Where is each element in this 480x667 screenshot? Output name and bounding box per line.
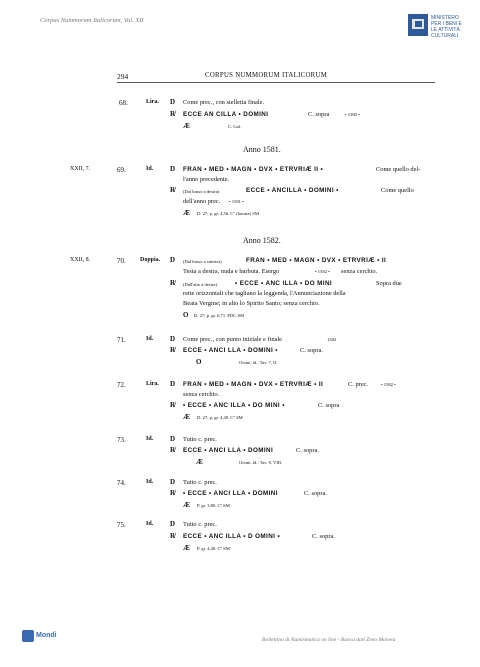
reverse-legend: ECCE • ANCILLA • DOMINI • xyxy=(246,187,339,194)
obverse-mark: D xyxy=(170,98,176,106)
reverse-note: C. sopra xyxy=(318,402,340,409)
year-heading: Anno 1581. xyxy=(243,145,281,154)
obverse-cont: l'anno precedente. xyxy=(183,176,230,183)
reverse-mark: R̸ xyxy=(170,532,176,540)
reverse-note: C. sopra. xyxy=(300,347,323,354)
obverse-mark: D xyxy=(170,380,176,388)
reverse-mark: R̸ xyxy=(170,489,176,497)
metal-mark: Æ xyxy=(183,501,190,509)
reverse-legend: ECCE • ANC ILLA • D OMINI • xyxy=(183,533,281,540)
mondi-logo-icon xyxy=(22,630,34,642)
metal-mark: Æ xyxy=(183,122,190,130)
entry-denomination: Id. xyxy=(146,336,154,342)
entry-meta: C. Gal. xyxy=(228,124,242,129)
reverse-description: Beata Vergine; in alto lo Spirito Santo; senza cerchio. xyxy=(183,300,320,307)
entry-meta: D. 27; p. gr. 4,49. Cº SM xyxy=(197,415,243,420)
obverse-text: Tutto c. prec. xyxy=(183,479,217,486)
obverse-mark: D xyxy=(170,435,176,443)
reverse-note: C. sopra. xyxy=(296,447,319,454)
entry-number: 74. xyxy=(117,479,126,487)
page-number: 294 xyxy=(117,72,129,81)
plate-ref: XXII, 7. xyxy=(70,166,91,172)
plate-ref: XXII, 8. xyxy=(70,257,91,263)
reverse-description: rette orizzontali che tagliano la leggenda, l'Annunciazione della xyxy=(183,290,346,297)
reverse-legend: ECCE • ANCI LLA • DOMINI xyxy=(183,447,274,454)
obverse-mark: D xyxy=(170,478,176,486)
footer-credit: Bollettino di Numismatica on line - Banca dati Zeno Moneta xyxy=(262,637,396,643)
reverse-note: C. sopra. xyxy=(312,533,335,540)
obverse-text: Tutto c. prec. xyxy=(183,521,217,528)
ministry-logo xyxy=(408,14,466,48)
entry-number: 71. xyxy=(117,336,126,344)
entry-denomination: Doppia. xyxy=(140,257,161,263)
obverse-mark: D xyxy=(170,335,176,343)
entry-denomination: Id. xyxy=(146,521,154,527)
year-heading: Anno 1582. xyxy=(243,236,281,245)
reverse-note: C. sopra. xyxy=(304,490,327,497)
entry-number: 72. xyxy=(117,381,126,389)
reverse-legend: ECCE • ANCI LLA • DOMINI • xyxy=(183,347,278,354)
entry-meta: P. gr. 3,80. Cº SM xyxy=(197,503,230,508)
ministry-logo-text: MINISTERO PER I BENI E LE ATTIVITÀ CULTURALI xyxy=(431,15,462,39)
reverse-tail: Come quello xyxy=(381,187,414,194)
reverse-mark: R̸ xyxy=(170,446,176,454)
reverse-tail: Sopra due xyxy=(376,280,402,287)
obverse-text: Come prec., con punto iniziale e finale xyxy=(183,336,283,343)
obverse-text: Come prec., con stelletta finale. xyxy=(183,99,265,106)
entry-number: 68. xyxy=(119,99,128,107)
metal-mark: Æ xyxy=(183,209,190,217)
series-title: Corpus Nummorum Italicorum, Vol. XII xyxy=(40,17,144,24)
obverse-tail: Come quello del- xyxy=(376,166,421,173)
entry-denomination: Id. xyxy=(146,436,154,442)
mondi-logo-text: Mondi xyxy=(36,632,57,639)
reverse-mark: R̸ xyxy=(170,279,176,287)
entry-number: 69. xyxy=(117,166,126,174)
reverse-legend: ECCE AN CILLA • DOMINI xyxy=(183,111,269,118)
obverse-mark: D xyxy=(170,165,176,173)
entry-meta: Orsini, id., Tav. 8, VIII. xyxy=(239,460,283,465)
obverse-mark: D xyxy=(170,520,176,528)
entry-number: 75. xyxy=(117,521,126,529)
reverse-legend: • ECCE • ANCI LLA • DOMINI xyxy=(183,490,278,497)
mondi-logo xyxy=(22,630,60,644)
obverse-description: Testa a destra, nuda e barbuta. Esergo xyxy=(183,268,280,275)
entry-number: 73. xyxy=(117,436,126,444)
metal-mark: Æ xyxy=(183,413,190,421)
reverse-mark: R̸ xyxy=(170,346,176,354)
obverse-date: • 1582 • xyxy=(315,269,330,274)
reverse-mark: R̸ xyxy=(170,110,176,118)
entry-number: 70. xyxy=(117,257,126,265)
metal-mark: Æ xyxy=(196,458,203,466)
obverse-tail: C. prec. xyxy=(348,381,369,388)
metal-mark: O xyxy=(183,311,189,319)
reverse-direction: (Dal basso a destra) xyxy=(183,189,220,194)
reverse-mark: R̸ xyxy=(170,186,176,194)
header-rule xyxy=(117,82,435,83)
entry-denomination: Id. xyxy=(146,479,154,485)
entry-denomination: Lira. xyxy=(146,381,159,387)
obverse-mark: D xyxy=(170,256,176,264)
metal-mark: O xyxy=(196,358,202,366)
reverse-legend: • ECCE • ANC ILLA • DO MINI xyxy=(235,280,333,287)
reverse-direction: (Dall'alto a destra) xyxy=(183,282,217,287)
obverse-text: Tutto c. prec. xyxy=(183,436,217,443)
obverse-date: 1582 xyxy=(327,337,337,342)
entry-meta: D. 27; p. gr. 4,56. Cº (bucata) SM xyxy=(197,211,259,216)
reverse-mark: R̸ xyxy=(170,401,176,409)
obverse-tail: senza cerchio. xyxy=(341,268,378,275)
entry-denomination: Id. xyxy=(146,166,154,172)
obverse-date: • 1582 • xyxy=(381,382,396,387)
entry-denomination: Lira. xyxy=(146,99,159,105)
obverse-legend: FRAN • MED • MAGN • DVX • ETRVRIÆ II • xyxy=(183,166,324,173)
entry-meta: Orsini, id., Tav. 7, II. xyxy=(239,360,278,365)
running-title: CORPUS NUMMORUM ITALICORUM xyxy=(205,72,328,79)
reverse-date: • 1581 • xyxy=(229,199,244,204)
obverse-legend: FRAN • MED • MAGN • DVX • ETRVRIÆ • II xyxy=(246,257,387,264)
reverse-note: C. sopra xyxy=(308,111,330,118)
obverse-legend: FRAN • MED • MAGN • DVX • ETRVRIÆ • II xyxy=(183,381,324,388)
ministry-emblem-icon xyxy=(408,14,428,36)
obverse-direction: (Dal basso a sinistra) xyxy=(183,259,222,264)
reverse-cont: dell'anno prec. xyxy=(183,198,221,205)
metal-mark: Æ xyxy=(183,544,190,552)
reverse-legend: • ECCE • ANC ILLA • DO MINI • xyxy=(183,402,285,409)
reverse-date: • 1580 • xyxy=(345,112,360,117)
entry-meta: D. 27; p. gr. 6,71. FDC SM xyxy=(194,313,245,318)
obverse-cont: senza cerchio. xyxy=(183,391,220,398)
entry-meta: P. gr. 4,40. Cº SM xyxy=(197,546,230,551)
